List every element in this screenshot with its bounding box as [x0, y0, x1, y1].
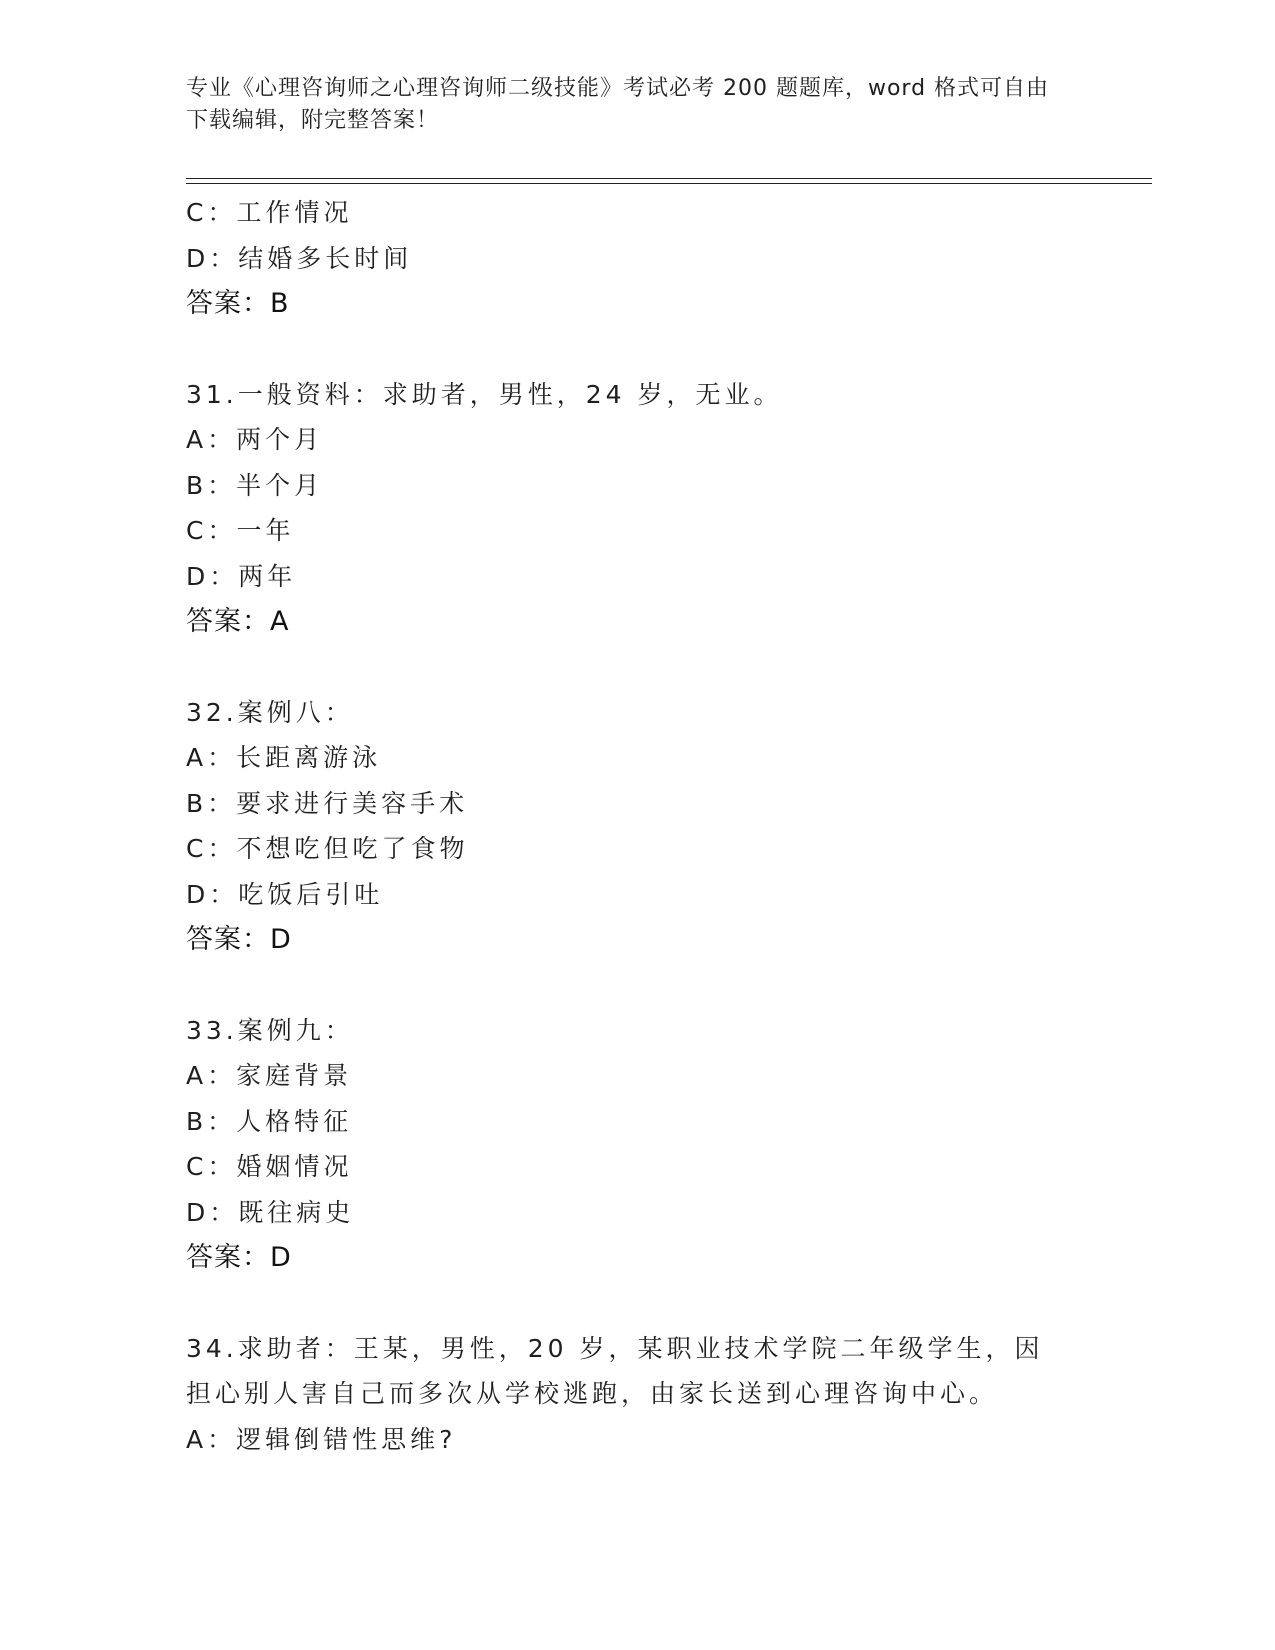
option-d: D：结婚多长时间 — [186, 243, 413, 273]
option-d: D：两年 — [186, 561, 297, 591]
header-divider-top — [186, 178, 1152, 179]
answer-line: 答案：D — [186, 924, 292, 955]
option-a: A：逻辑倒错性思维? — [186, 1424, 457, 1454]
question-34 — [186, 1326, 1086, 1463]
spacer — [186, 1281, 1086, 1326]
question-stem: 33.案例九： — [186, 1015, 354, 1045]
option-b: B：半个月 — [186, 470, 324, 500]
question-stem: 31.一般资料：求助者，男性，24 岁，无业。 — [186, 379, 783, 409]
header-divider-bottom — [186, 183, 1152, 184]
question-33 — [186, 1008, 1086, 1281]
option-a: A：长距离游泳 — [186, 743, 382, 772]
option-c: C：一年 — [186, 516, 295, 545]
question-stem: 32.案例八： — [186, 697, 354, 727]
answer-line: 答案：D — [186, 1242, 292, 1273]
question-stem: 34.求助者：王某，男性，20 岁，某职业技术学院二年级学生，因担心别人害自己而多次从学校逃跑，由家长送到心理咨询中心。 — [186, 1333, 1044, 1408]
option-b: B：人格特征 — [186, 1106, 353, 1136]
question-32 — [186, 690, 1086, 963]
option-c: C：工作情况 — [186, 198, 353, 227]
option-b: B：要求进行美容手术 — [186, 788, 469, 818]
document-header: 专业《心理咨询师之心理咨询师二级技能》考试必考 200 题题库，word 格式可自由下载编辑，附完整答案！ — [186, 76, 1050, 133]
option-d: D：既往病史 — [186, 1197, 355, 1227]
option-a: A：两个月 — [186, 425, 324, 454]
question-31 — [186, 372, 1086, 645]
spacer — [186, 645, 1086, 690]
spacer — [186, 963, 1086, 1008]
question-30-tail — [186, 190, 1086, 327]
answer-line: 答案：B — [186, 288, 290, 319]
option-c: C：不想吃但吃了食物 — [186, 834, 469, 863]
spacer — [186, 327, 1086, 372]
answer-line: 答案：A — [186, 606, 290, 637]
question-list — [186, 190, 1086, 1462]
option-d: D：吃饭后引吐 — [186, 879, 384, 909]
option-a: A：家庭背景 — [186, 1061, 353, 1090]
option-c: C：婚姻情况 — [186, 1152, 353, 1181]
